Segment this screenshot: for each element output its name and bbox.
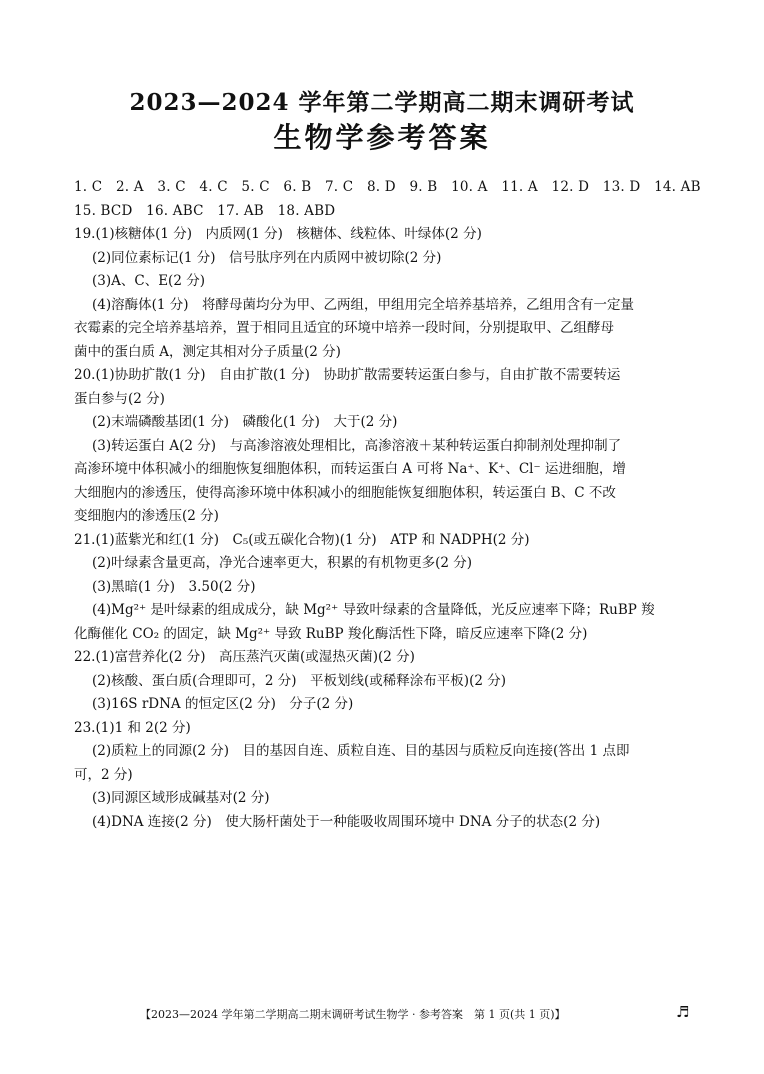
- music-note-icon: ♬: [676, 1003, 690, 1021]
- q20-line-5: 高渗环境中体积减小的细胞恢复细胞体积，而转运蛋白 A 可将 Na⁺、K⁺、Cl⁻ 运进细胞，增: [74, 461, 626, 477]
- mc-answers-row-1: 1. C 2. A 3. C 4. C 5. C 6. B 7. C 8. D 9. B 10. A 11. A 12. D 13. D 14. AB: [74, 179, 701, 195]
- answer-key-title: 生物学参考答案: [273, 121, 491, 154]
- mc-answers-row-2: 15. BCD 16. ABC 17. AB 18. ABD: [74, 202, 336, 219]
- q20-line-3: (2)末端磷酸基团(1 分) 磷酸化(1 分) 大于(2 分): [92, 414, 398, 430]
- q20-line-7: 变细胞内的渗透压(2 分): [74, 508, 219, 524]
- q22-line-2: (2)核酸、蛋白质(合理即可，2 分) 平板划线(或稀释涂布平板)(2 分): [92, 672, 506, 689]
- q21-line-5: 化酶催化 CO₂ 的固定，缺 Mg²⁺ 导致 RuBP 羧化酶活性下降，暗反应速率下降(2 分): [74, 625, 588, 642]
- exam-title: 2023—2024 学年第二学期高二期末调研考试: [129, 89, 635, 116]
- q20-line-2: 蛋白参与(2 分): [74, 390, 165, 407]
- q19-line-5: 衣霉素的完全培养基培养，置于相同且适宜的环境中培养一段时间，分别提取甲、乙组酵母: [74, 320, 614, 336]
- q21-line-3: (3)黑暗(1 分) 3.50(2 分): [92, 578, 256, 595]
- answer-content: [74, 176, 701, 834]
- q19-line-6: 菌中的蛋白质 A，测定其相对分子质量(2 分): [74, 343, 341, 360]
- q19-line-3: (3)A、C、E(2 分): [92, 273, 205, 289]
- page-footer: 【2023—2024 学年第二学期高二期末调研考试生物学 · 参考答案 第 1 页(共 1 页)】: [140, 1008, 566, 1021]
- q23-line-2: (2)质粒上的同源(2 分) 目的基因自连、质粒自连、目的基因与质粒反向连接(答出 1 点即: [92, 743, 630, 759]
- q19-line-2: (2)同位素标记(1 分) 信号肽序列在内质网中被切除(2 分): [92, 249, 442, 266]
- q20-line-4: (3)转运蛋白 A(2 分) 与高渗溶液处理相比，高渗溶液＋某种转运蛋白抑制剂处理抑制了: [92, 437, 622, 454]
- q19-line-1: 19.(1)核糖体(1 分) 内质网(1 分) 核糖体、线粒体、叶绿体(2 分): [74, 226, 482, 242]
- q23-line-5: (4)DNA 连接(2 分) 使大肠杆菌处于一种能吸收周围环境中 DNA 分子的状态(2 分): [92, 813, 601, 830]
- q19-line-4: (4)溶酶体(1 分) 将酵母菌均分为甲、乙两组，甲组用完全培养基培养，乙组用含有一定量: [92, 296, 635, 313]
- q22-line-1: 22.(1)富营养化(2 分) 高压蒸汽灭菌(或湿热灭菌)(2 分): [74, 649, 415, 665]
- q21-line-1: 21.(1)蓝紫光和红(1 分) C₅(或五碳化合物)(1 分) ATP 和 NADPH(2 分): [74, 531, 530, 548]
- q21-line-2: (2)叶绿素含量更高，净光合速率更大，积累的有机物更多(2 分): [92, 555, 473, 571]
- q21-line-4: (4)Mg²⁺ 是叶绿素的组成成分，缺 Mg²⁺ 导致叶绿素的含量降低，光反应速率下降；RuBP 羧: [92, 602, 655, 618]
- q22-line-3: (3)16S rDNA 的恒定区(2 分) 分子(2 分): [92, 696, 354, 712]
- q20-line-1: 20.(1)协助扩散(1 分) 自由扩散(1 分) 协助扩散需要转运蛋白参与，自由扩散不需要转运: [74, 367, 621, 383]
- q23-line-4: (3)同源区域形成碱基对(2 分): [92, 790, 270, 806]
- q20-line-6: 大细胞内的渗透压，使得高渗环境中体积减小的细胞能恢复细胞体积，转运蛋白 B、C 不改: [74, 484, 616, 501]
- q23-line-1: 23.(1)1 和 2(2 分): [74, 719, 191, 736]
- q23-line-3: 可，2 分): [74, 766, 133, 783]
